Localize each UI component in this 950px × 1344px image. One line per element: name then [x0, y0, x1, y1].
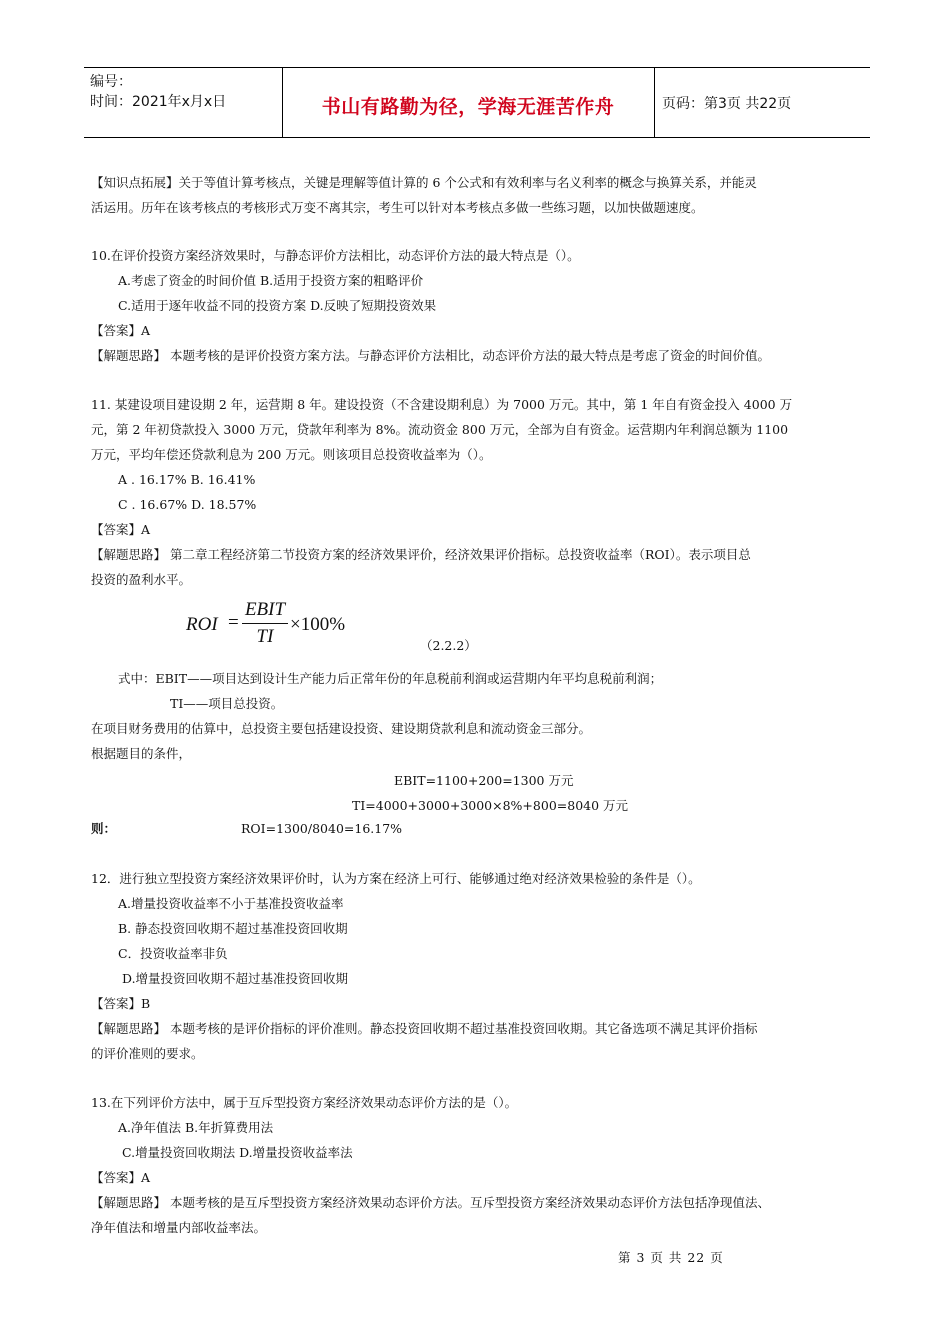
question-10-answer: 【答案】A: [91, 323, 151, 338]
question-13-options: A.净年值法 B.年折算费用法: [118, 1120, 274, 1135]
header-page-info: 页码：第3页 共22页: [662, 96, 792, 112]
question-11-stem: 万元，平均年偿还贷款利息为 200 万元。则该项目总投资收益率为（）。: [91, 447, 492, 462]
page-header: [84, 67, 870, 138]
question-12-analysis: 的评价准则的要求。: [91, 1046, 204, 1061]
question-12-option: C．投资收益率非负: [118, 946, 228, 961]
page-footer: 第 3 页 共 22 页: [618, 1250, 724, 1265]
question-12-option: A.增量投资收益率不小于基准投资收益率: [118, 896, 344, 911]
question-13-analysis: 净年值法和增量内部收益率法。: [91, 1220, 267, 1235]
calculation-line: ROI=1300/8040=16.17%: [241, 821, 403, 836]
header-meta: [90, 72, 226, 112]
question-12-analysis: 【解题思路】 本题考核的是评价指标的评价准则。静态投资回收期不超过基准投资回收期。其它备选项不满足其评价指标: [91, 1021, 758, 1036]
question-12-option: B. 静态投资回收期不超过基准投资回收期: [118, 921, 348, 936]
calculation-line: TI=4000+3000+3000×8%+800=8040 万元: [352, 798, 629, 813]
question-10-analysis: 【解题思路】 本题考核的是评价投资方案方法。与静态评价方法相比，动态评价方法的最大特点是考虑了资金的时间价值。: [91, 348, 770, 363]
question-11-answer: 【答案】A: [91, 522, 151, 537]
fraction-bar: [242, 623, 288, 624]
question-13-analysis: 【解题思路】 本题考核的是互斥型投资方案经济效果动态评价方法。互斥型投资方案经济效果动态评价方法包括净现值法、: [91, 1195, 770, 1210]
question-12-answer: 【答案】B: [91, 996, 151, 1011]
question-10-options: C.适用于逐年收益不同的投资方案 D.反映了短期投资效果: [118, 298, 437, 313]
header-motto: 书山有路勤为径，学海无涯苦作舟: [321, 96, 615, 118]
question-12-stem: 12．进行独立型投资方案经济效果评价时，认为方案在经济上可行、能够通过绝对经济效果检验的条件是（）。: [91, 871, 701, 886]
question-11-stem: 元，第 2 年初贷款投入 3000 万元，贷款年利率为 8%。流动资金 800 万元，全部为自有资金。运营期内年利润总额为 1100: [91, 422, 789, 437]
question-11-options: A . 16.17% B. 16.41%: [118, 472, 256, 487]
explanation-note: 根据题目的条件，: [91, 746, 192, 761]
question-11-stem: 11. 某建设项目建设期 2 年，运营期 8 年。建设投资（不含建设期利息）为 7000 万元。其中，第 1 年自有资金投入 4000 万: [91, 397, 793, 412]
question-13-options: C.增量投资回收期法 D.增量投资收益率法: [122, 1145, 353, 1160]
formula-numerator: EBIT: [244, 599, 286, 620]
then-label: 则：: [91, 821, 117, 836]
knowledge-ext-line: 【知识点拓展】关于等值计算考核点，关键是理解等值计算的 6 个公式和有效利率与名义利率的概念与换算关系，并能灵: [91, 175, 757, 190]
header-divider: [654, 68, 655, 137]
formula-fraction: [242, 598, 288, 649]
question-12-option: D.增量投资回收期不超过基准投资回收期: [122, 971, 349, 986]
explanation-note: 在项目财务费用的估算中，总投资主要包括建设投资、建设期贷款利息和流动资金三部分。: [91, 721, 592, 736]
formula-lhs: ROI: [186, 614, 218, 635]
formula-definition: TI——项目总投资。: [170, 696, 284, 711]
equation-number: （2.2.2）: [420, 638, 477, 653]
knowledge-ext-line: 活运用。历年在该考核点的考核形式万变不离其宗，考生可以针对本考核点多做一些练习题，以加快做题速度。: [91, 200, 704, 215]
question-10-stem: 10.在评价投资方案经济效果时，与静态评价方法相比，动态评价方法的最大特点是（）。: [91, 248, 580, 263]
question-11-analysis: 投资的盈利水平。: [91, 572, 192, 587]
document-date: 时间：2021年x月x日: [90, 94, 227, 110]
question-11-options: C . 16.67% D. 18.57%: [118, 497, 257, 512]
formula-multiplier: ×100%: [290, 614, 346, 635]
question-13-answer: 【答案】A: [91, 1170, 151, 1185]
question-10-options: A.考虑了资金的时间价值 B.适用于投资方案的粗略评价: [118, 273, 424, 288]
question-13-stem: 13.在下列评价方法中，属于互斥型投资方案经济效果动态评价方法的是（）。: [91, 1095, 518, 1110]
formula-definition: 式中：EBIT——项目达到设计生产能力后正常年份的年息税前利润或运营期内年平均息税前利润；: [118, 671, 663, 686]
formula-equals: =: [228, 612, 239, 633]
formula-denominator: TI: [256, 626, 274, 647]
document-number: 编号：: [90, 74, 132, 90]
calculation-line: EBIT=1100+200=1300 万元: [394, 773, 574, 788]
question-11-analysis: 【解题思路】 第二章工程经济第二节投资方案的经济效果评价，经济效果评价指标。总投资收益率（ROI）。表示项目总: [91, 547, 751, 562]
